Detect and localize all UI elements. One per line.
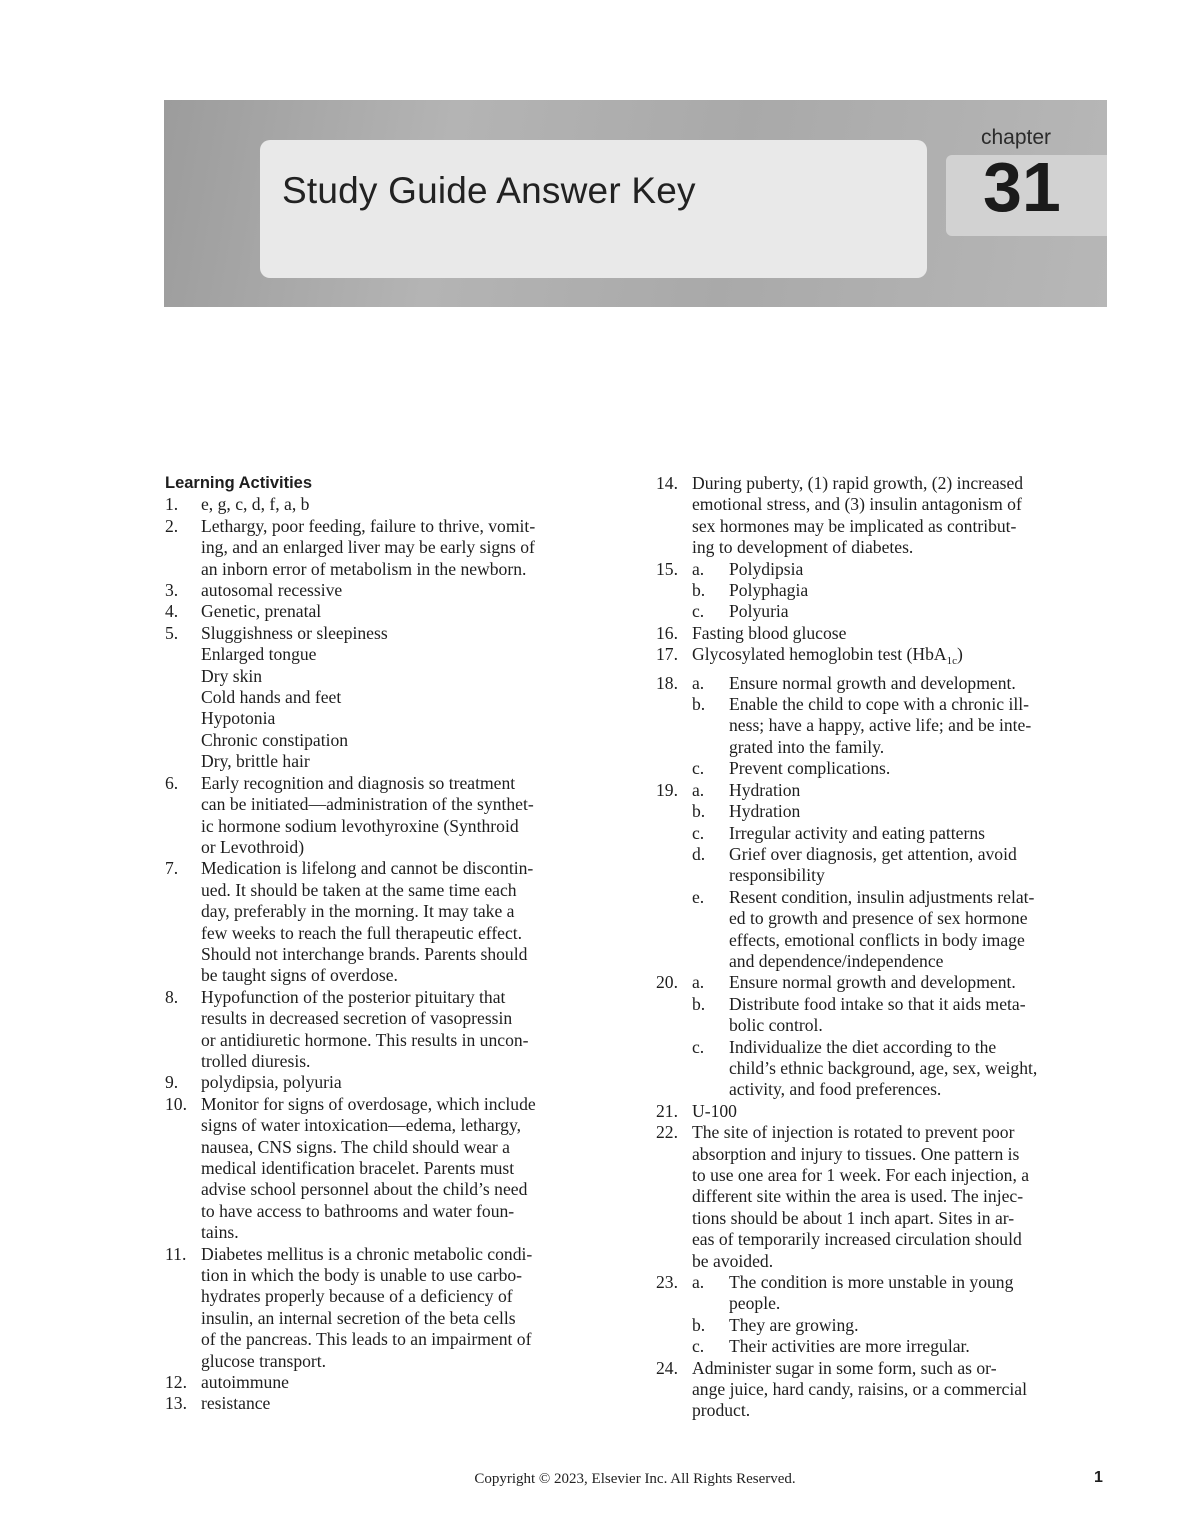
answer-line: results in decreased secretion of vasopressin [201,1008,513,1029]
answer-number: 20. [656,972,678,993]
answer-line: Dry skin [201,665,263,686]
answer-number: 7. [165,858,179,879]
answer-line: Hydration [729,801,801,822]
answer-line: During puberty, (1) rapid growth, (2) increased [692,473,1024,493]
answer-line: of the pancreas. This leads to an impairment of [201,1329,532,1350]
sub-answer-text [729,758,1108,779]
answer-line: medical identification bracelet. Parents must [201,1158,515,1178]
answer-text [692,1272,1108,1358]
answer-line: Medication is lifelong and cannot be discontin- [201,858,534,879]
sub-answer-text [729,887,1108,973]
answer-number: 22. [656,1122,678,1143]
answer-number: 3. [165,580,179,601]
sub-answer-letter: a. [692,672,705,693]
answer-line: e, g, c, d, f, a, b [201,494,310,515]
answer-item [165,987,615,1073]
sub-answer-letter: b. [692,694,706,715]
answer-item [656,623,1108,644]
answer-line: product. [692,1400,751,1421]
answer-line: Irregular activity and eating patterns [729,822,985,843]
answer-line: ness; have a happy, active life; and be inte- [729,715,1032,736]
answer-line: Grief over diagnosis, get attention, avoid [729,843,1017,864]
answer-line: The site of injection is rotated to prevent poor [692,1122,1015,1143]
answer-number: 10. [165,1093,187,1114]
copyright-footer: Copyright © 2023, Elsevier Inc. All Rights Reserved. [474,1471,796,1487]
answer-text [201,580,615,601]
sub-answer [692,844,1108,887]
sub-answer-letter: c. [692,1036,705,1057]
answer-line: can be initiated—administration of the synthet- [201,794,534,815]
answer-item [165,580,615,601]
answer-item [165,1072,615,1093]
answer-text [201,1393,615,1414]
sub-answer-letter: b. [692,580,706,601]
answer-text [692,1358,1108,1422]
answer-line: insulin, an internal secretion of the beta cells [201,1307,516,1328]
sub-answer-text [729,1336,1108,1357]
sub-answer [692,673,1108,694]
sub-answer-text [729,694,1108,758]
answer-line [692,644,1108,672]
answer-line: hydrates properly because of a deficiency of [201,1286,513,1307]
answer-item [656,780,1108,973]
answer-line: Chronic constipation [201,729,349,750]
answer-line: ued. It should be taken at the same time each [201,879,517,900]
answer-number: 8. [165,986,179,1007]
answer-text-part: ) [956,644,963,665]
answer-text [692,1101,1108,1122]
answer-text-part: Glycosylated hemoglobin test (HbA [692,644,947,665]
sub-answer [692,559,1108,580]
sub-answer-text [729,994,1108,1037]
answer-line: tions should be about 1 inch apart. Sites in ar- [692,1207,1015,1228]
answer-line: effects, emotional conflicts in body image [729,929,1025,950]
answer-item [656,644,1108,672]
sub-answer-letter: d. [692,843,706,864]
answer-line: sex hormones may be implicated as contribut- [692,515,1017,536]
answer-line: Lethargy, poor feeding, failure to thrive, vomit- [201,515,536,536]
sub-answer [692,1037,1108,1101]
answer-item [165,601,615,622]
sub-answer [692,780,1108,801]
answer-line: an inborn error of metabolism in the newborn. [201,558,527,579]
sub-answer-text [729,1272,1108,1315]
answer-item [165,1094,615,1244]
answer-item [165,773,615,859]
sub-answer-text [729,844,1108,887]
answer-line: ic hormone sodium levothyroxine (Synthroid [201,815,519,836]
chapter-number: 31 [983,148,1061,226]
answer-number: 9. [165,1072,179,1093]
sub-answer [692,1315,1108,1336]
sub-answer-text [729,580,1108,601]
answer-line: polydipsia, polyuria [201,1072,342,1093]
answer-line: few weeks to reach the full therapeutic effect. [201,922,523,943]
answer-item [165,1244,615,1372]
answer-item [165,516,615,580]
answer-line: Diabetes mellitus is a chronic metabolic condi- [201,1243,533,1264]
answer-number: 15. [656,558,678,579]
answer-number: 16. [656,622,678,643]
sub-answer-text [729,780,1108,801]
answer-number: 2. [165,515,179,536]
answer-line: grated into the family. [729,736,885,757]
answer-number: 5. [165,622,179,643]
sub-answer [692,972,1108,993]
sub-answer [692,694,1108,758]
answer-item [656,1101,1108,1122]
answer-line: Genetic, prenatal [201,601,322,622]
answer-line: bolic control. [729,1015,823,1036]
answer-item [656,473,1108,559]
answer-text [201,858,615,986]
answer-item [656,559,1108,623]
answer-line: and dependence/independence [729,950,944,971]
answer-line: resistance [201,1393,271,1414]
sub-answer-text [729,559,1108,580]
answer-item [656,1122,1108,1272]
chapter-label: chapter [981,126,1052,149]
sub-answer-letter: c. [692,1336,705,1357]
sub-answer-letter: b. [692,801,706,822]
answer-line: Hypofunction of the posterior pituitary that [201,986,506,1007]
answer-number: 19. [656,779,678,800]
sub-answer-letter: c. [692,758,705,779]
sub-answer [692,1272,1108,1315]
answer-item [165,623,615,773]
answer-line: Their activities are more irregular. [729,1336,970,1357]
answer-line: day, preferably in the morning. It may take a [201,901,515,922]
answer-line: be avoided. [692,1250,774,1271]
answer-number: 21. [656,1100,678,1121]
sub-answer-letter: a. [692,1272,705,1293]
answer-line: Polyphagia [729,580,809,601]
answer-line: nausea, CNS signs. The child should wear a [201,1136,510,1157]
answer-line: Should not interchange brands. Parents should [201,943,528,964]
answer-line: emotional stress, and (3) insulin antagonism of [692,494,1022,515]
answer-number: 23. [656,1272,678,1293]
answer-text [201,773,615,859]
sub-answer-letter: c. [692,601,705,622]
answer-line: people. [729,1293,781,1314]
answer-line: responsibility [729,865,825,886]
answer-text [201,1244,615,1372]
answer-line: tion in which the body is unable to use carbo- [201,1265,523,1286]
answer-line: different site within the area is used. The injec- [692,1186,1024,1207]
answer-line: to use one area for 1 week. For each injection, a [692,1165,1030,1185]
sub-answer-letter: a. [692,779,705,800]
answer-number: 17. [656,644,678,665]
answer-line: autoimmune [201,1372,289,1393]
answer-line: Fasting blood glucose [692,622,847,643]
answer-item [656,972,1108,1100]
answer-line: or antidiuretic hormone. This results in uncon- [201,1029,529,1050]
answer-line: signs of water intoxication—edema, lethargy, [201,1115,522,1136]
answer-number: 12. [165,1372,187,1393]
answer-line: Monitor for signs of overdosage, which include [201,1093,536,1114]
sub-answer-text [729,1315,1108,1336]
answer-line: Polyuria [729,601,789,622]
sub-answer [692,994,1108,1037]
answer-line: tains. [201,1222,239,1243]
answer-item [165,1372,615,1393]
answer-text [692,644,1108,672]
answer-line: Enable the child to cope with a chronic ill- [729,694,1029,715]
answer-text [201,1094,615,1244]
sub-answer-text [729,801,1108,822]
answer-line: glucose transport. [201,1350,327,1371]
right-column [656,473,1108,1422]
sub-answer-letter: a. [692,558,705,579]
answer-item [656,1358,1108,1422]
answer-number: 14. [656,473,678,493]
answer-line: or Levothroid) [201,836,305,857]
answer-line: advise school personnel about the child’s need [201,1179,528,1200]
answer-text [692,1122,1108,1272]
answer-line: Prevent complications. [729,758,891,779]
sub-answer [692,758,1108,779]
answer-text [201,623,615,773]
answer-line: Sluggishness or sleepiness [201,622,388,643]
answer-line: Administer sugar in some form, such as or- [692,1357,997,1378]
answer-item [656,673,1108,780]
sub-answer [692,801,1108,822]
sub-answer-text [729,823,1108,844]
answer-line: ange juice, hard candy, raisins, or a commercial [692,1379,1027,1400]
answer-line: eas of temporarily increased circulation should [692,1229,1022,1250]
answer-line: Enlarged tongue [201,644,317,665]
answer-line: trolled diuresis. [201,1050,311,1071]
answer-line: to have access to bathrooms and water foun- [201,1200,515,1221]
answer-number: 13. [165,1393,187,1414]
answer-line: Cold hands and feet [201,687,342,708]
answer-line: Hydration [729,779,801,800]
answer-line: They are growing. [729,1314,859,1335]
sub-answer [692,1336,1108,1357]
sub-answer [692,823,1108,844]
page-number: 1 [1094,1469,1103,1486]
answer-text [201,516,615,580]
answer-line: Early recognition and diagnosis so treatment [201,772,516,793]
sub-answer-text [729,673,1108,694]
sub-answer-letter: b. [692,1314,706,1335]
title-box [260,140,927,278]
answer-text [201,494,615,515]
sub-answer-letter: b. [692,993,706,1014]
subscript-text: 1c [946,655,957,668]
answer-line: ed to growth and presence of sex hormone [729,908,1028,929]
answer-line: Polydipsia [729,558,804,579]
answer-number: 4. [165,601,179,622]
answer-line: The condition is more unstable in young [729,1272,1014,1293]
answer-number: 18. [656,672,678,693]
answer-text [692,623,1108,644]
answer-text [201,987,615,1073]
answer-line: Dry, brittle hair [201,751,310,772]
answer-item [165,858,615,986]
answer-line: be taught signs of overdose. [201,965,398,986]
sub-answer-text [729,1037,1108,1101]
answer-line: autosomal recessive [201,580,343,601]
answer-item [165,494,615,515]
answer-line: absorption and injury to tissues. One pattern is [692,1143,1020,1164]
answer-number: 24. [656,1357,678,1378]
sub-answer-letter: e. [692,886,705,907]
answer-line: U-100 [692,1100,737,1121]
answer-number: 6. [165,772,179,793]
answer-text [692,559,1108,623]
sub-answer [692,580,1108,601]
answer-line: Distribute food intake so that it aids meta- [729,993,1026,1014]
sub-answer-text [729,601,1108,622]
answer-line: Resent condition, insulin adjustments relat- [729,886,1035,907]
section-heading: Learning Activities [165,474,313,492]
sub-answer [692,887,1108,973]
answer-text [201,1372,615,1393]
answer-number: 11. [165,1243,187,1264]
answer-item [165,1393,615,1414]
answer-text [692,673,1108,780]
sub-answer-letter: a. [692,972,705,993]
left-column [165,473,615,1415]
answer-line: ing to development of diabetes. [692,537,914,558]
answer-line: activity, and food preferences. [729,1079,942,1100]
sub-answer [692,601,1108,622]
answer-text [201,601,615,622]
answer-line: ing, and an enlarged liver may be early signs of [201,537,535,558]
answer-text [692,473,1108,559]
answer-text [201,1072,615,1093]
page-title: Study Guide Answer Key [282,170,696,211]
answer-item [656,1272,1108,1358]
sub-answer-text [729,972,1108,993]
answer-line: Individualize the diet according to the [729,1036,997,1057]
answer-text [692,972,1108,1100]
answer-line: Ensure normal growth and development. [729,672,1016,693]
sub-answer-letter: c. [692,822,705,843]
answer-line: Hypotonia [201,708,276,729]
answer-line: child’s ethnic background, age, sex, weight, [729,1057,1038,1078]
answer-line: Ensure normal growth and development. [729,972,1016,993]
answer-number: 1. [165,494,179,515]
answer-text [692,780,1108,973]
